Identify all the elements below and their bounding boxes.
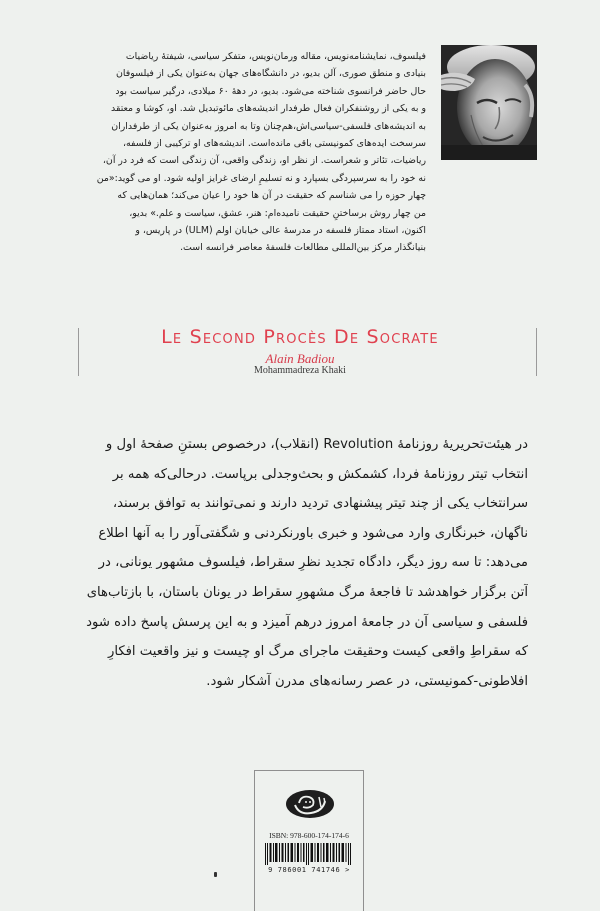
bio-line: سرسخت ایده‌های کمونیستی باقی مانده‌است. اندیشه‌های او ترکیبی از فلسفه، xyxy=(122,138,426,150)
barcode-digits: 9 786001 741746 > xyxy=(268,866,350,874)
author-name: Alain Badiou xyxy=(265,351,335,366)
bio-line: اکنون، استاد ممتاز فلسفه در مدرسهٔ عالی خیابان اولم (ULM) در پاریس، و xyxy=(135,225,426,237)
synopsis-line: می‌دهد: تا سه روز دیگر، دادگاه تجدید نظرِ سقراط، فیلسوف مشهور یونانی، در xyxy=(98,555,528,571)
bio-line: و به یکی از روشنفکران فعال طرفدار اندیشه‌های مائوتبدیل شد. او، کوشا و معتقد xyxy=(111,103,426,115)
book-synopsis xyxy=(76,430,528,696)
synopsis-line: انتخاب تیتر روزنامهٔ فردا، کشمکش و بحث‌وجدلی برپاست. درحالی‌که همه بر xyxy=(112,466,528,482)
author-portrait xyxy=(441,45,537,160)
synopsis-line: فلسفی و سیاسی آن در جامعهٔ امروز درهم آمیزد و به این پرسش پاسخ داده شود xyxy=(86,614,528,630)
bio-line: فیلسوف، نمایشنامه‌نویس، مقاله ورمان‌نویس، متفکر سیاسی، شیفتهٔ ریاضیات xyxy=(125,51,426,62)
print-mark xyxy=(214,872,217,877)
synopsis-line: ناگهان، خبرنگاری وارد می‌شود و خبری باورنکردنی و شگفتی‌آور را به آنها اطلاع xyxy=(98,525,528,541)
author-bio xyxy=(78,48,426,257)
bio-line: نه خود را به سرسپردگی بسپارد و نه تسلیمِ ارضای غرایز اولیه شود. او می گوید:«من xyxy=(96,172,426,184)
synopsis-line: آتن برگزار خواهدشد تا فاجعهٔ مرگ مشهورِ سقراط در یونان باستان، با بازتاب‌های xyxy=(86,584,528,600)
isbn-box xyxy=(254,770,364,911)
bio-line: چهار حوزه را می شناسم که حقیقت در آن ها خود را عیان می‌کند؛ همان‌هایی که xyxy=(117,190,426,202)
book-title: Le Second Procès De Socrate xyxy=(161,326,439,348)
synopsis-line: افلاطونی-کمونیستی، در عصر رسانه‌های مدرن آشکار شود. xyxy=(206,673,528,689)
synopsis-line: سرانتخاب یکی از چند تیتر پیشنهادی تردید دارند و نمی‌توانند به توافق برسند، xyxy=(112,496,528,512)
translator-name: Mohammadreza Khaki xyxy=(254,365,346,376)
title-block xyxy=(0,318,600,378)
bio-line: من چهار روش برساختنِ حقیقت نامیده‌ام: هنر، عشق، سیاست و علم.» بدیو، xyxy=(129,207,426,219)
synopsis-line: که سقراطِ واقعی کیست وحقیقت ماجرای مرگ او چیست و نیز واقعیت افکارِ xyxy=(107,644,528,660)
bio-line: بنیانگذار مرکز بین‌المللی مطالعات فلسفهٔ معاصر فرانسه است. xyxy=(180,242,426,254)
barcode-icon xyxy=(265,843,353,865)
portrait-image-icon xyxy=(441,45,537,160)
synopsis-line: در هیئت‌تحریریهٔ روزنامهٔ Revolution (انقلاب)، درخصوص بستنِ صفحهٔ اول و xyxy=(105,437,528,452)
bio-line: ریاضیات، تئاتر و شعراست. از نظر او، زندگی واقعی، آن زندگی است که فرد در آن، xyxy=(102,155,426,167)
bio-line: به اندیشه‌های فلسفی-سیاسی‌اش،هم‌چنان وتا به امروز به‌عنوان یکی از طرفداران xyxy=(111,120,426,132)
isbn-label: ISBN: 978-600-174-174-6 xyxy=(269,831,349,840)
bio-line: حال حاضر فرانسوی شناخته می‌شود. بدیو، در دههٔ ۶۰ میلادی، درگیر سیاست بود xyxy=(115,85,426,97)
bio-line: بنیادی و منطق صوری، آلن بدیو، در دانشگاه‌های جهان به‌عنوان یکی از فیلسوفان xyxy=(116,68,426,80)
publisher-logo-icon xyxy=(285,789,335,819)
